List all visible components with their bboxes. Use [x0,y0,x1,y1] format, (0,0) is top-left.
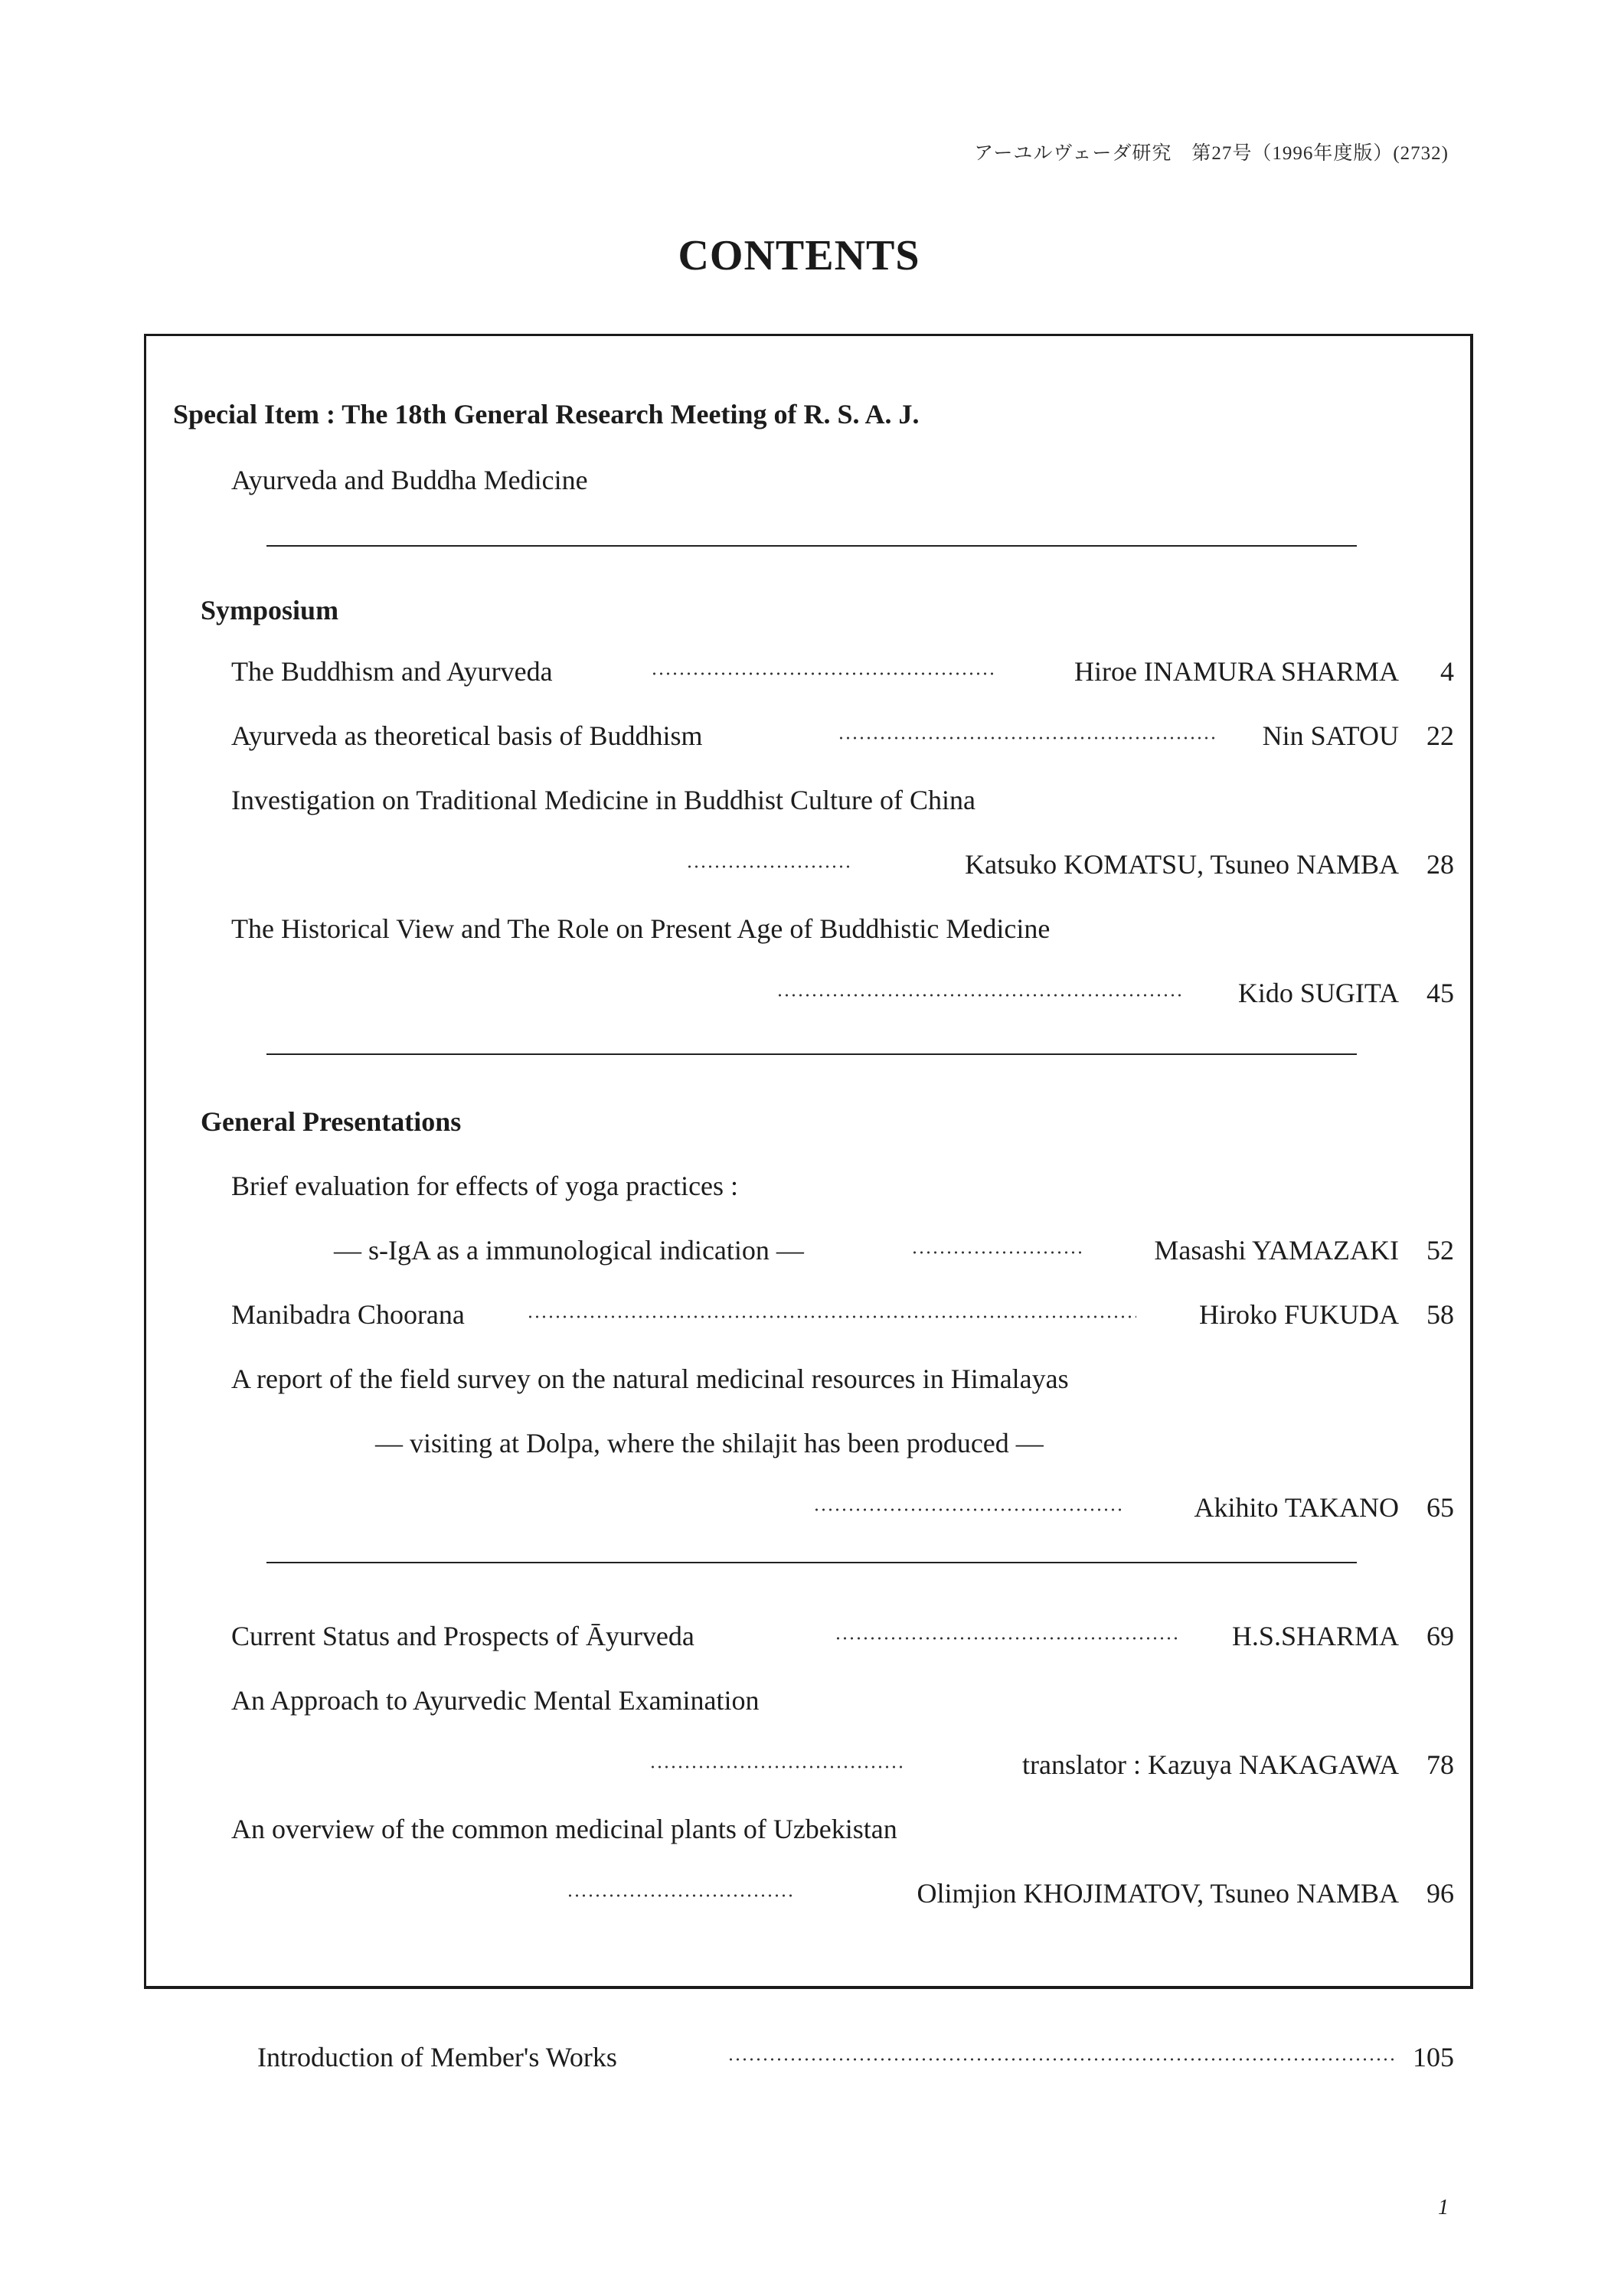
toc-entry[interactable] [0,1620,1598,1657]
entry-author: Kido SUGITA [1237,978,1399,1008]
toc-entry[interactable] [0,977,1598,1014]
dot-leader [911,1251,1084,1254]
entry-page: 69 [1426,1621,1454,1651]
section-divider [266,1053,1357,1055]
entry-title: Manibadra Choorana [231,1299,465,1330]
entry-author: Akihito TAKANO [1194,1492,1399,1523]
symposium-heading: Symposium [201,595,339,625]
entry-author: translator : Kazuya NAKAGAWA [1022,1749,1399,1780]
general-presentations-heading: General Presentations [201,1106,462,1137]
dot-leader [838,736,1216,740]
entry-subtitle: — s-IgA as a immunological indication — [334,1235,804,1266]
toc-entry[interactable] [0,1234,1598,1271]
entry-page: 78 [1426,1749,1454,1780]
special-item-subtitle: Ayurveda and Buddha Medicine [231,465,588,495]
entry-author: Nin SATOU [1262,720,1399,751]
entry-title: Ayurveda as theoretical basis of Buddhism [231,720,703,751]
dot-leader [567,1894,793,1897]
dot-leader [727,2058,1394,2061]
running-head: アーユルヴェーダ研究 第27号（1996年度版）(2732) [974,143,1449,164]
section-divider [266,1562,1357,1563]
toc-entry-members[interactable] [0,2041,1598,2078]
dot-leader [527,1315,1136,1318]
entry-title: The Buddhism and Ayurveda [231,656,553,687]
entry-title: Current Status and Prospects of Āyurveda [231,1621,694,1651]
entry-title: Investigation on Traditional Medicine in Buddhist Culture of China [231,785,975,815]
entry-author: Katsuko KOMATSU, Tsuneo NAMBA [965,849,1399,880]
entry-page: 58 [1426,1299,1454,1330]
toc-entry[interactable] [0,720,1598,756]
page-title: CONTENTS [678,232,920,279]
entry-page: 52 [1426,1235,1454,1266]
special-item-heading: Special Item : The 18th General Research Meeting of R. S. A. J. [173,399,920,429]
entry-subtitle: — visiting at Dolpa, where the shilajit has been produced — [375,1428,1044,1458]
dot-leader [813,1508,1126,1511]
toc-entry[interactable] [0,1749,1598,1785]
entry-page: 22 [1426,720,1454,751]
entry-title: An Approach to Ayurvedic Mental Examination [231,1685,760,1716]
entry-author: Masashi YAMAZAKI [1154,1235,1399,1266]
toc-entry[interactable] [0,1298,1598,1335]
entry-page: 4 [1440,656,1454,687]
entry-page: 45 [1426,978,1454,1008]
entry-page: 105 [1413,2042,1454,2072]
entry-page: 28 [1426,849,1454,880]
dot-leader [686,865,853,868]
entry-author: Hiroe INAMURA SHARMA [1074,656,1399,687]
entry-author: H.S.SHARMA [1231,1621,1399,1651]
entry-author: Hiroko FUKUDA [1199,1299,1399,1330]
contents-box [144,334,1473,1989]
entry-title: An overview of the common medicinal plants of Uzbekistan [231,1814,897,1844]
dot-leader [649,1765,907,1769]
entry-author: Olimjion KHOJIMATOV, Tsuneo NAMBA [917,1878,1399,1909]
entry-page: 65 [1426,1492,1454,1523]
toc-entry[interactable] [0,1877,1598,1914]
page-folio: 1 [1438,2196,1449,2219]
entry-title: Introduction of Member's Works [257,2042,617,2072]
dot-leader [835,1637,1178,1640]
entry-title: Brief evaluation for effects of yoga practices : [231,1171,739,1201]
toc-entry[interactable] [0,655,1598,692]
dot-leader [651,672,995,675]
section-divider [266,545,1357,547]
entry-title: The Historical View and The Role on Present Age of Buddhistic Medicine [231,913,1051,944]
entry-page: 96 [1426,1878,1454,1909]
dot-leader [776,994,1182,997]
entry-title: A report of the field survey on the natural medicinal resources in Himalayas [231,1364,1069,1394]
toc-entry[interactable] [0,848,1598,885]
toc-entry[interactable] [0,1491,1598,1528]
